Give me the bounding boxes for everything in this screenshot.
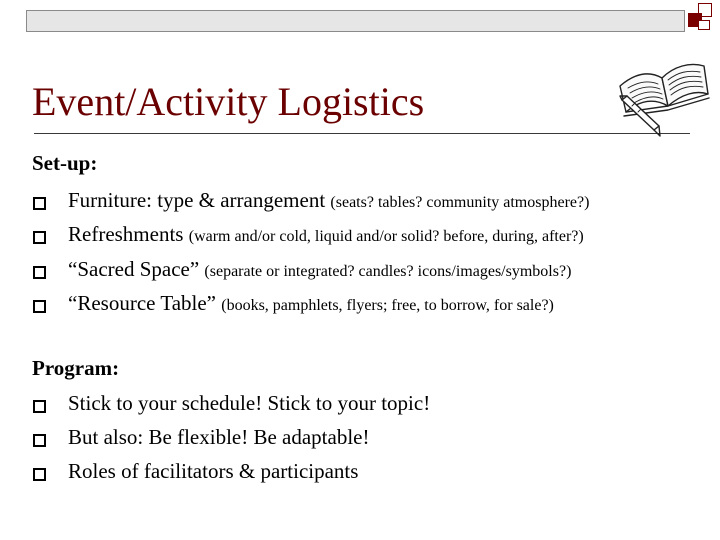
item-aside-text: (seats? tables? community atmosphere?) [330,194,590,211]
square-bullet-icon [33,231,46,244]
top-decor-bar [26,10,685,32]
square-bullet-icon [33,300,46,313]
item-main-text: Roles of facilitators & participants [68,459,359,483]
item-aside-text: (books, pamphlets, flyers; free, to borrow, for sale?) [221,297,554,314]
square-bullet-icon [33,266,46,279]
square-bullet-icon [33,468,46,481]
square-bullet-icon [33,434,46,447]
corner-square-outline-bottom [698,20,710,30]
item-main-text: “Resource Table” [68,291,222,315]
section-heading-program: Program: [32,356,120,380]
item-main-text: Stick to your schedule! Stick to your topic! [68,391,431,415]
item-main-text: Refreshments [68,222,189,246]
title-divider [34,133,690,134]
open-book-with-pen-icon [612,44,712,138]
slide-title: Event/Activity Logistics [32,79,425,124]
item-main-text: “Sacred Space” [68,257,205,281]
item-main-text: But also: Be flexible! Be adaptable! [68,425,370,449]
section-heading-setup: Set-up: [32,151,98,175]
square-bullet-icon [33,400,46,413]
item-aside-text: (separate or integrated? candles? icons/images/symbols?) [204,263,572,280]
item-aside-text: (warm and/or cold, liquid and/or solid? before, during, after?) [188,228,584,245]
item-main-text: Furniture: type & arrangement [68,188,331,212]
square-bullet-icon [33,197,46,210]
